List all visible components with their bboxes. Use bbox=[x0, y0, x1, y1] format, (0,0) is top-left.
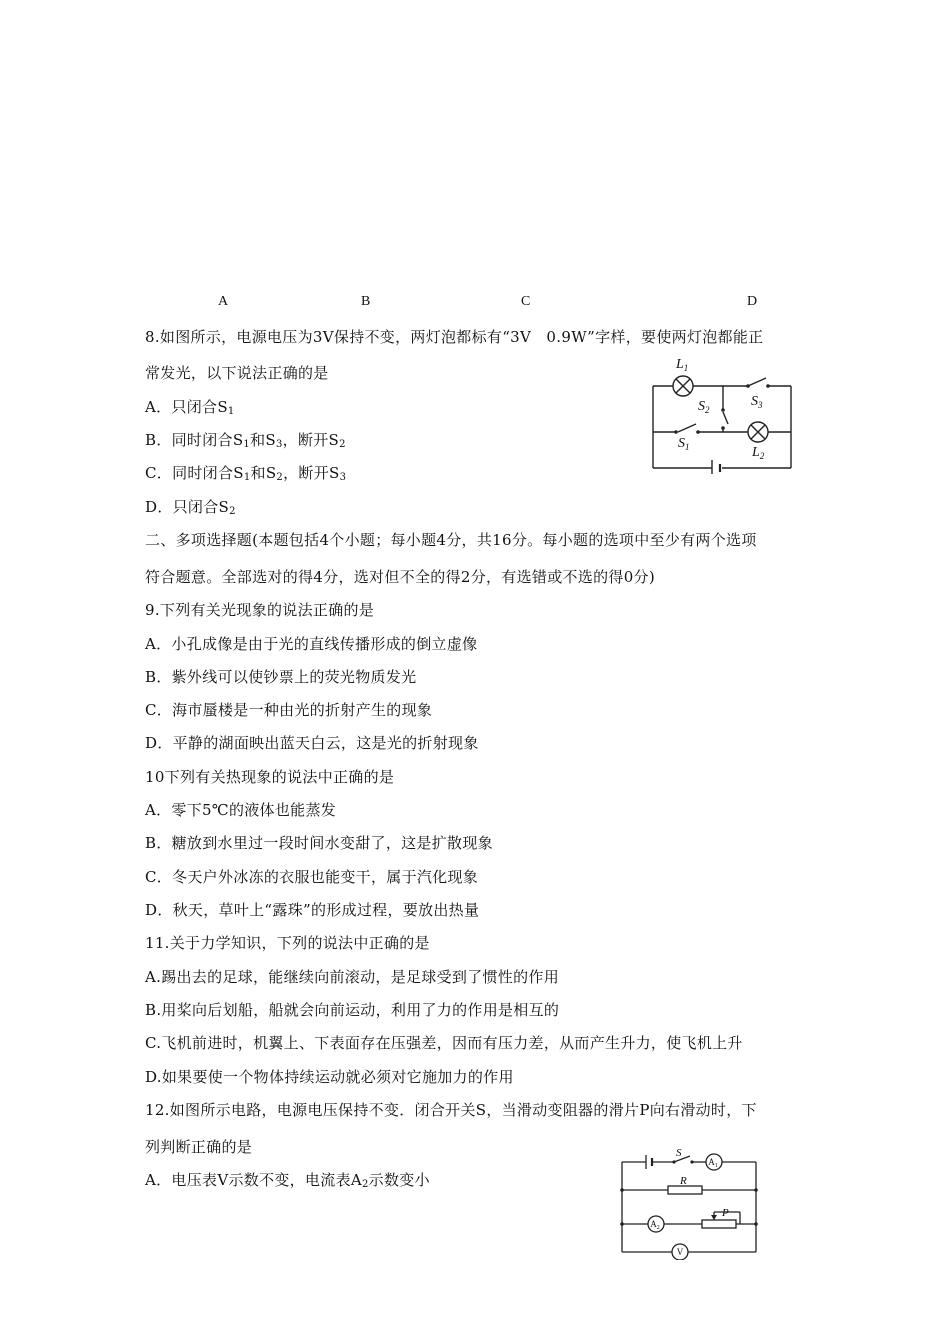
q11-option-a: A.踢出去的足球，能继续向前滚动，是足球受到了惯性的作用 bbox=[145, 968, 560, 986]
q8-option-b: B．同时闭合$S_1$和$S_3$，断开$S_2$ bbox=[145, 431, 346, 450]
switch-s3 bbox=[748, 378, 766, 386]
q9-option-b: B．紫外线可以使钞票上的荧光物质发光 bbox=[145, 668, 417, 686]
svg-text:S3: $S_3$ bbox=[751, 394, 763, 410]
q11-stem: 11.关于力学知识，下列的说法中正确的是 bbox=[145, 934, 430, 952]
switch-s2 bbox=[723, 412, 728, 424]
svg-text:S1: $S_1$ bbox=[678, 436, 690, 452]
option-label-c: C bbox=[521, 294, 531, 309]
q11-option-d: D.如果要使一个物体持续运动就必须对它施加力的作用 bbox=[145, 1068, 514, 1086]
q12-stem-line2: 列判断正确的是 bbox=[145, 1138, 253, 1156]
svg-text:S: S bbox=[676, 1148, 682, 1159]
q10-option-d: D．秋天，草叶上“露珠”的形成过程，要放出热量 bbox=[145, 901, 480, 919]
q10-option-c: C．冬天户外冰冻的衣服也能变干，属于汽化现象 bbox=[145, 868, 479, 886]
q12-circuit-diagram bbox=[610, 1148, 770, 1260]
q9-option-c: C．海市蜃楼是一种由光的折射产生的现象 bbox=[145, 701, 433, 719]
svg-text:A2: $A_2$ bbox=[650, 1219, 660, 1231]
q8-option-a: A．只闭合$S_1$ bbox=[145, 398, 235, 417]
q8-stem-line1: 8.如图所示，电源电压为3V保持不变，两灯泡都标有“3V 0.9W”字样，要使两灯泡都能正 bbox=[145, 328, 764, 346]
rheostat bbox=[702, 1220, 736, 1228]
q8-circuit-diagram bbox=[648, 352, 798, 474]
svg-text:A1: $A_1$ bbox=[708, 1157, 718, 1169]
section2-header-line1: 二、多项选择题(本题包括4个小题；每小题4分，共16分。每小题的选项中至少有两个选项 bbox=[145, 531, 757, 549]
svg-text:R: R bbox=[680, 1175, 687, 1187]
svg-text:V: V bbox=[676, 1247, 684, 1257]
section2-header-line2: 符合题意。全部选对的得4分，选对但不全的得2分，有选错或不选的得0分) bbox=[145, 568, 655, 586]
q8-option-d: D．只闭合$S_2$ bbox=[145, 498, 236, 517]
option-label-a: A bbox=[218, 294, 229, 309]
svg-text:L2: $L_2$ bbox=[752, 445, 765, 461]
q8-option-c: C．同时闭合$S_1$和$S_2$，断开$S_3$ bbox=[145, 464, 347, 483]
svg-text:S2: $S_2$ bbox=[698, 399, 710, 415]
q9-stem: 9.下列有关光现象的说法正确的是 bbox=[145, 601, 375, 619]
q8-stem-line2: 常发光，以下说法正确的是 bbox=[145, 364, 329, 382]
switch-s1 bbox=[678, 424, 696, 432]
q10-option-a: A．零下5℃的液体也能蒸发 bbox=[145, 801, 337, 819]
option-label-b: B bbox=[361, 294, 371, 309]
svg-text:L1: $L_1$ bbox=[676, 357, 689, 373]
q9-option-d: D．平静的湖面映出蓝天白云，这是光的折射现象 bbox=[145, 734, 479, 752]
q10-option-b: B．糖放到水里过一段时间水变甜了，这是扩散现象 bbox=[145, 834, 493, 852]
q11-option-c: C.飞机前进时，机翼上、下表面存在压强差，因而有压力差，从而产生升力，使飞机上升 bbox=[145, 1034, 743, 1052]
q12-stem-line1: 12.如图所示电路，电源电压保持不变．闭合开关S，当滑动变阻器的滑片P向右滑动时，下 bbox=[145, 1101, 757, 1119]
option-label-d: D bbox=[747, 294, 758, 309]
resistor-r bbox=[668, 1186, 702, 1194]
q12-option-a: A．电压表V示数不变，电流表$A_2$示数变小 bbox=[145, 1171, 430, 1190]
q11-option-b: B.用桨向后划船，船就会向前运动，利用了力的作用是相互的 bbox=[145, 1001, 560, 1019]
q9-option-a: A．小孔成像是由于光的直线传播形成的倒立虚像 bbox=[145, 635, 478, 653]
svg-text:P: P bbox=[722, 1207, 729, 1219]
q10-stem: 10下列有关热现象的说法中正确的是 bbox=[145, 768, 395, 786]
